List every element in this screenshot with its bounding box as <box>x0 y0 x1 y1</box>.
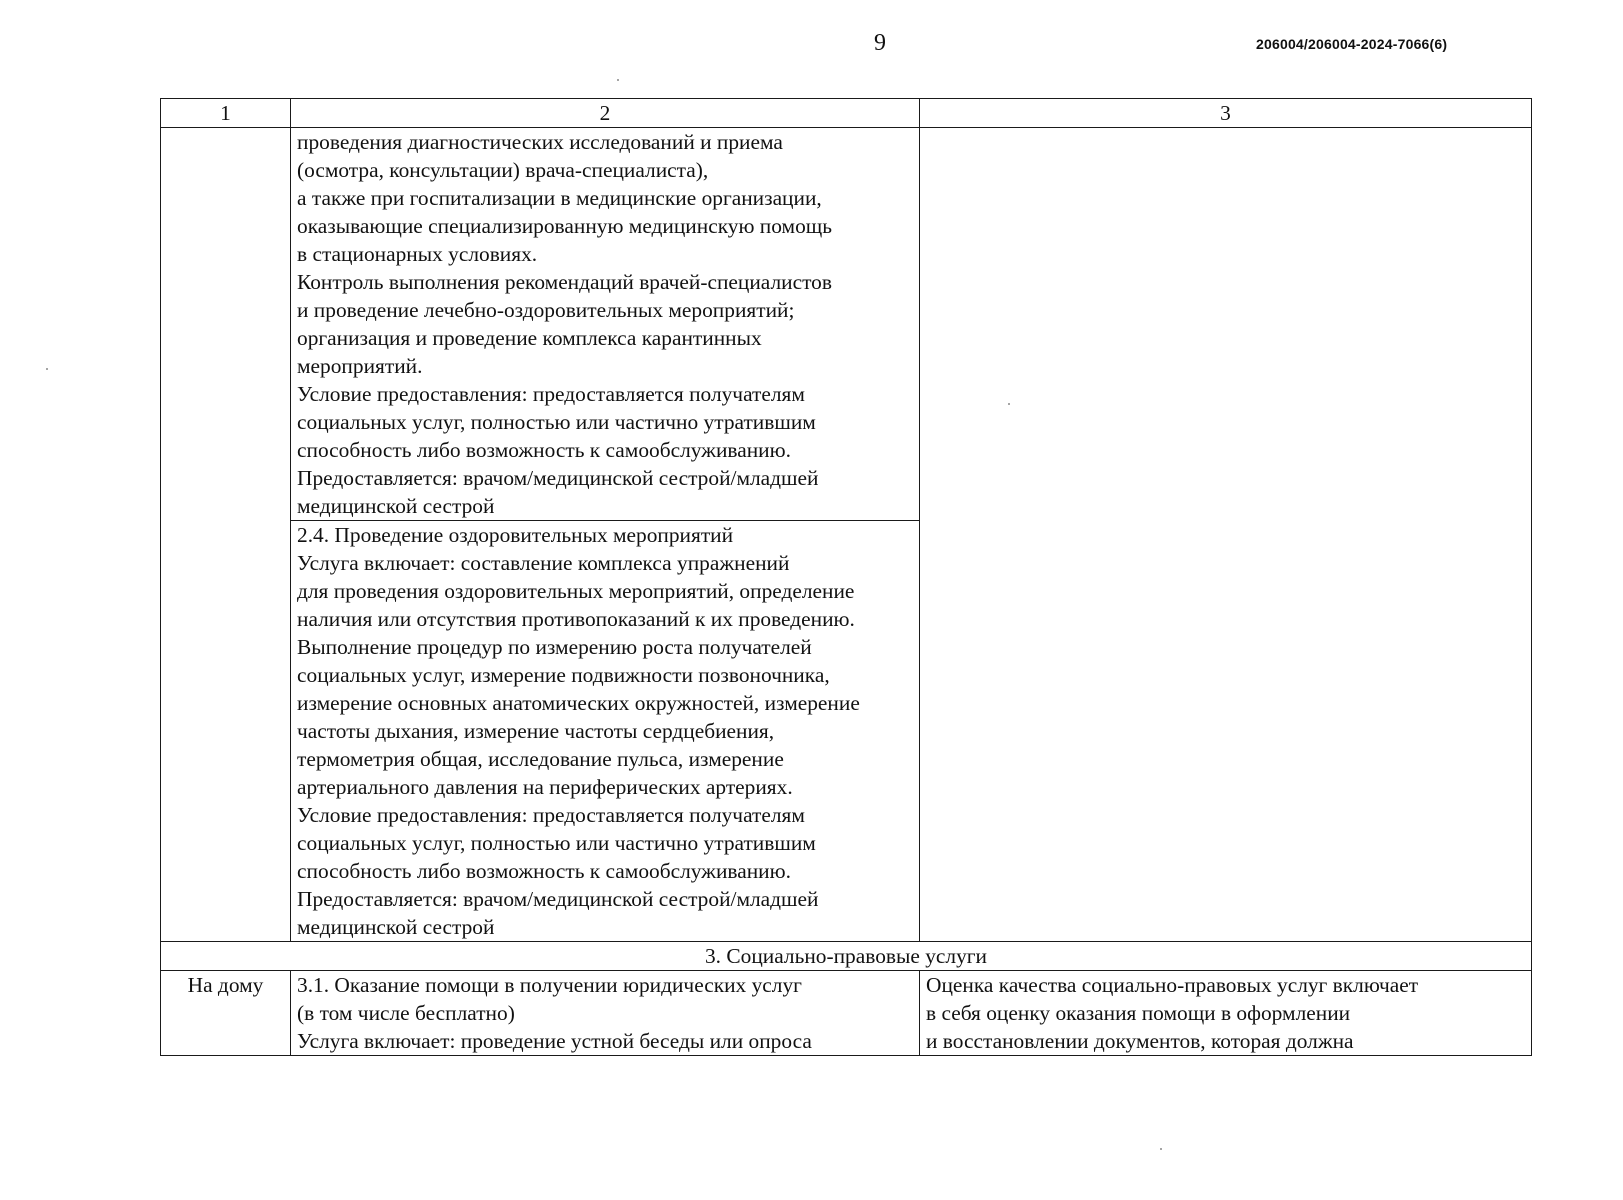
text-line: социальных услуг, полностью или частично утратившим <box>297 410 816 434</box>
text-line: и проведение лечебно-оздоровительных мероприятий; <box>297 298 795 322</box>
scan-speck <box>617 79 619 81</box>
scan-speck <box>1008 403 1010 405</box>
scan-speck <box>46 368 48 370</box>
column-number-2: 2 <box>291 99 920 128</box>
text-line: артериального давления на периферических артериях. <box>297 775 793 799</box>
text-line: медицинской сестрой <box>297 494 495 518</box>
text-line: Оценка качества социально-правовых услуг включает <box>926 973 1419 997</box>
text-line: термометрия общая, исследование пульса, измерение <box>297 747 784 771</box>
text-line: оказывающие специализированную медицинскую помощь <box>297 214 833 238</box>
text-line: Контроль выполнения рекомендаций врачей-специалистов <box>297 270 832 294</box>
text-line: мероприятий. <box>297 354 423 378</box>
section-row <box>161 942 1532 971</box>
document-id: 206004/206004-2024-7066(6) <box>1256 36 1448 52</box>
text-line: 3.1. Оказание помощи в получении юридических услуг <box>297 973 802 997</box>
table-row <box>161 971 1532 1056</box>
text-line: медицинской сестрой <box>297 915 495 939</box>
text-line: Предоставляется: врачом/медицинской сестрой/младшей <box>297 887 819 911</box>
text-line: социальных услуг, измерение подвижности позвоночника, <box>297 663 830 687</box>
cell-col1-empty <box>161 128 291 942</box>
text-line: Условие предоставления: предоставляется получателям <box>297 803 805 827</box>
text-line: Выполнение процедур по измерению роста получателей <box>297 635 812 659</box>
text-line: Услуга включает: составление комплекса упражнений <box>297 551 790 575</box>
column-number-1: 1 <box>161 99 291 128</box>
cell-quality-assessment <box>920 971 1532 1056</box>
services-table <box>160 98 1532 1056</box>
column-number-3: 3 <box>920 99 1532 128</box>
text-line: способность либо возможность к самообслуживанию. <box>297 438 791 462</box>
text-line: в себя оценку оказания помощи в оформлении <box>926 1001 1351 1025</box>
text-line: (осмотра, консультации) врача-специалиста), <box>297 158 709 182</box>
text-line: наличия или отсутствия противопоказаний к их проведению. <box>297 607 855 631</box>
cell-legal-help <box>291 971 920 1056</box>
text-line: измерение основных анатомических окружностей, измерение <box>297 691 860 715</box>
text-line: частоты дыхания, измерение частоты сердцебиения, <box>297 719 775 743</box>
text-line: способность либо возможность к самообслуживанию. <box>297 859 791 883</box>
cell-health-activities <box>291 521 920 942</box>
text-line: 2.4. Проведение оздоровительных мероприятий <box>297 523 734 547</box>
text-line: Условие предоставления: предоставляется получателям <box>297 382 805 406</box>
text-line: проведения диагностических исследований и приема <box>297 130 783 154</box>
text-line: для проведения оздоровительных мероприятий, определение <box>297 579 855 603</box>
column-number-row <box>161 99 1532 128</box>
text-line: а также при госпитализации в медицинские организации, <box>297 186 822 210</box>
text-line: Предоставляется: врачом/медицинской сестрой/младшей <box>297 466 819 490</box>
section-title: 3. Социально-правовые услуги <box>161 942 1532 971</box>
text-line: организация и проведение комплекса карантинных <box>297 326 762 350</box>
cell-col3-empty <box>920 128 1532 942</box>
cell-form-of-service: На дому <box>161 971 291 1056</box>
text-line: (в том числе бесплатно) <box>297 1001 515 1025</box>
text-line: социальных услуг, полностью или частично утратившим <box>297 831 816 855</box>
table-row <box>161 128 1532 521</box>
text-line: и восстановлении документов, которая должна <box>926 1029 1354 1053</box>
text-line: в стационарных условиях. <box>297 242 538 266</box>
scan-speck <box>1160 1148 1162 1150</box>
page-number: 9 <box>874 30 886 56</box>
cell-medical-services-continued <box>291 128 920 521</box>
text-line: Услуга включает: проведение устной беседы или опроса <box>297 1029 812 1053</box>
